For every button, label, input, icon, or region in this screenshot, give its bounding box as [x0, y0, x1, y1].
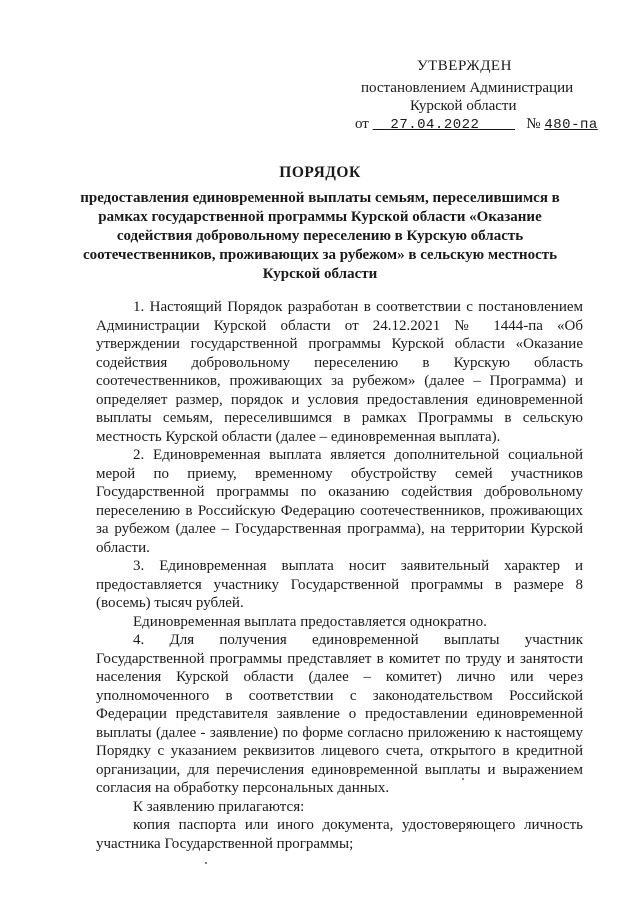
paragraph-3-note: Единовременная выплата предоставляется однократно.	[133, 613, 487, 630]
attachments-intro: К заявлению прилагаются:	[133, 798, 305, 815]
document-title: ПОРЯДОК	[279, 164, 361, 181]
paragraph-3: 3. Единовременная выплата носит заявительный характер и предоставляется участнику Государственной программы в размере 8 (восемь) тысяч рублей.	[96, 558, 583, 611]
paragraph-4: 4. Для получения единовременной выплаты участник Государственной программы представляет в комитет по труду и занятости населения Курской области (далее – комитет) лично или через уполномоченного в соответствии с законодательством Российской Федерации представителя заявление о предоставлении единовременной выплаты (далее - заявление) по форме согласно приложению к настоящему Порядку с указанием реквизитов лицевого счета, открытого в кредитной организации, для перечисления единовременной выплаты и выражением согласия на обработку персональных данных.	[96, 632, 583, 796]
paragraph-2: 2. Единовременная выплата является дополнительной социальной мерой по приему, временному обустройству семей участников Государственной программы по оказанию содействия добровольному переселению в Российскую Федерацию соотечественников, проживающих за рубежом (далее – Государственная программа), на территории Курской области.	[96, 447, 583, 556]
approval-from-label: от	[355, 116, 369, 132]
approval-number-label: №	[526, 116, 541, 132]
document-heading	[70, 163, 570, 284]
approval-line-2: Курской области	[410, 98, 517, 114]
approval-date-line	[355, 114, 598, 135]
paragraph-1: 1. Настоящий Порядок разработан в соответствии с постановлением Администрации Курской области от 24.12.2021 № 1444-па «Об утверждении государственной программы Курской области «Оказание содействия добровольному переселению в Курскую область соотечественников, проживающих за рубежом» (далее – Программа) и определяет размер, порядок и условия предоставления единовременной выплаты семьям, переселившимся в рамках Программы в сельскую местность Курской области (далее – единовременная выплата).	[96, 299, 583, 445]
attachment-item-1: копия паспорта или иного документа, удостоверяющего личность участника Государственной программы;	[96, 817, 583, 852]
scan-speck	[205, 862, 207, 864]
scan-speck	[462, 778, 464, 780]
document-body	[96, 298, 583, 853]
approval-date: 27.04.2022	[390, 117, 480, 133]
approval-number: 480-па	[544, 117, 598, 133]
approval-title: УТВЕРЖДЕН	[417, 58, 512, 74]
document-subtitle: предоставления единовременной выплаты семьям, переселившимся в рамках государственной программы Курской области «Оказание содействия добровольному переселению в Курскую область соотечественников, проживающих за рубежом» в сельскую местность Курской области	[80, 190, 560, 282]
approval-line-1: постановлением Администрации	[361, 80, 574, 96]
